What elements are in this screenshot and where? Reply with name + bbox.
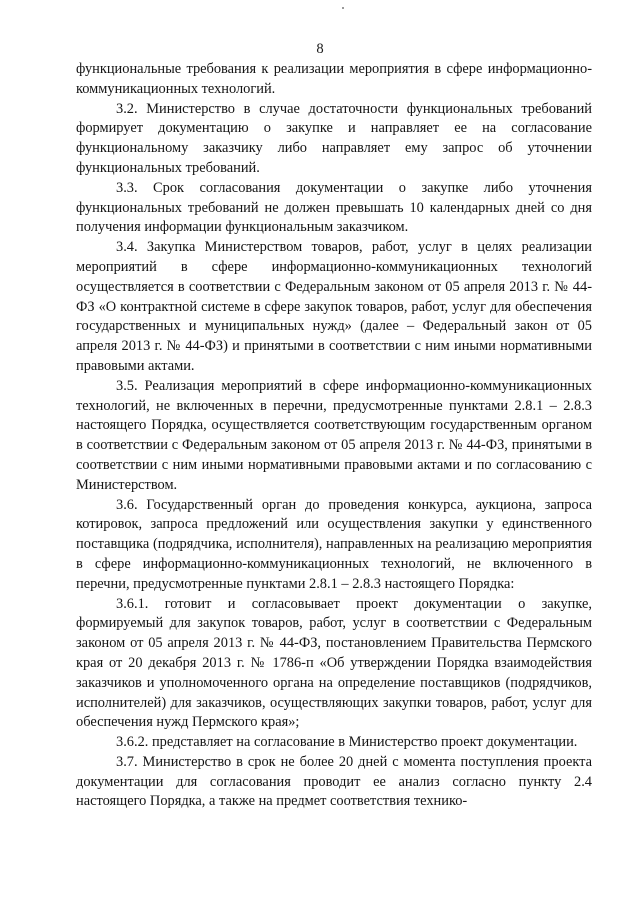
paragraph-3-5: 3.5. Реализация мероприятий в сфере информационно-коммуникационных технологий, не включенных в перечни, предусмотренные пунктами 2.8.1 – 2.8.3 настоящего Порядка, осуществляется соответствующим государственным органом в соответствии с Федеральным законом от 05 апреля 2013 г. № 44-ФЗ, принятыми в соответствии с ним иными нормативными правовыми актами и по согласованию с Министерством. <box>76 377 592 493</box>
scan-speck <box>342 7 344 9</box>
paragraph-3-3: 3.3. Срок согласования документации о закупке либо уточнения функциональных требований не должен превышать 10 календарных дней со дня получения информации функциональным заказчиком. <box>76 179 592 236</box>
paragraph-3-6-2: 3.6.2. представляет на согласование в Министерство проект документации. <box>116 734 578 751</box>
paragraph-3-6-1: 3.6.1. готовит и согласовывает проект документации о закупке, формируемый для закупок товаров, работ, услуг в соответствии с Федеральным законом от 05 апреля 2013 г. № 44-ФЗ, постановлением Правительства Пермского края от 20 декабря 2013 г. № 1786-п «Об утверждении Порядка взаимодействия заказчиков и уполномоченного органа на определение поставщиков (подрядчиков, исполнителей) для заказчиков, осуществляющих закупки товаров, работ, услуг для обеспечения нужд Пермского края»; <box>76 595 592 731</box>
paragraph-3-2: 3.2. Министерство в случае достаточности функциональных требований формирует документацию о закупке и направляет ее на согласование функциональному заказчику либо направляет ему запрос об уточнении функциональных требований. <box>76 100 592 176</box>
paragraph-3-4: 3.4. Закупка Министерством товаров, работ, услуг в целях реализации мероприятий в сфере информационно-коммуникационных технологий осуществляется в соответствии с Федеральным законом от 05 апреля 2013 г. № 44-ФЗ «О контрактной системе в сфере закупок товаров, работ, услуг для обеспечения государственных и муниципальных нужд» (далее – Федеральный закон от 05 апреля 2013 г. № 44-ФЗ) и принятыми в соответствии с ним иными нормативными правовыми актами. <box>76 239 592 374</box>
page-number: 8 <box>316 41 324 57</box>
body-text <box>76 60 592 812</box>
paragraph-3-7: 3.7. Министерство в срок не более 20 дней с момента поступления проекта документации для согласования проводит ее анализ согласно пункту 2.4 настоящего Порядка, а также на предмет соответствия технико- <box>76 753 592 810</box>
paragraph-continuation: функциональные требования к реализации мероприятия в сфере информационно-коммуникационных технологий. <box>76 61 592 97</box>
paragraph-3-6: 3.6. Государственный орган до проведения конкурса, аукциона, запроса котировок, запроса предложений или осуществления закупки у единственного поставщика (подрядчика, исполнителя), направленных на реализацию мероприятия в сфере информационно-коммуникационных технологий, не включенного в перечни, предусмотренные пунктами 2.8.1 – 2.8.3 настоящего Порядка: <box>76 496 592 592</box>
